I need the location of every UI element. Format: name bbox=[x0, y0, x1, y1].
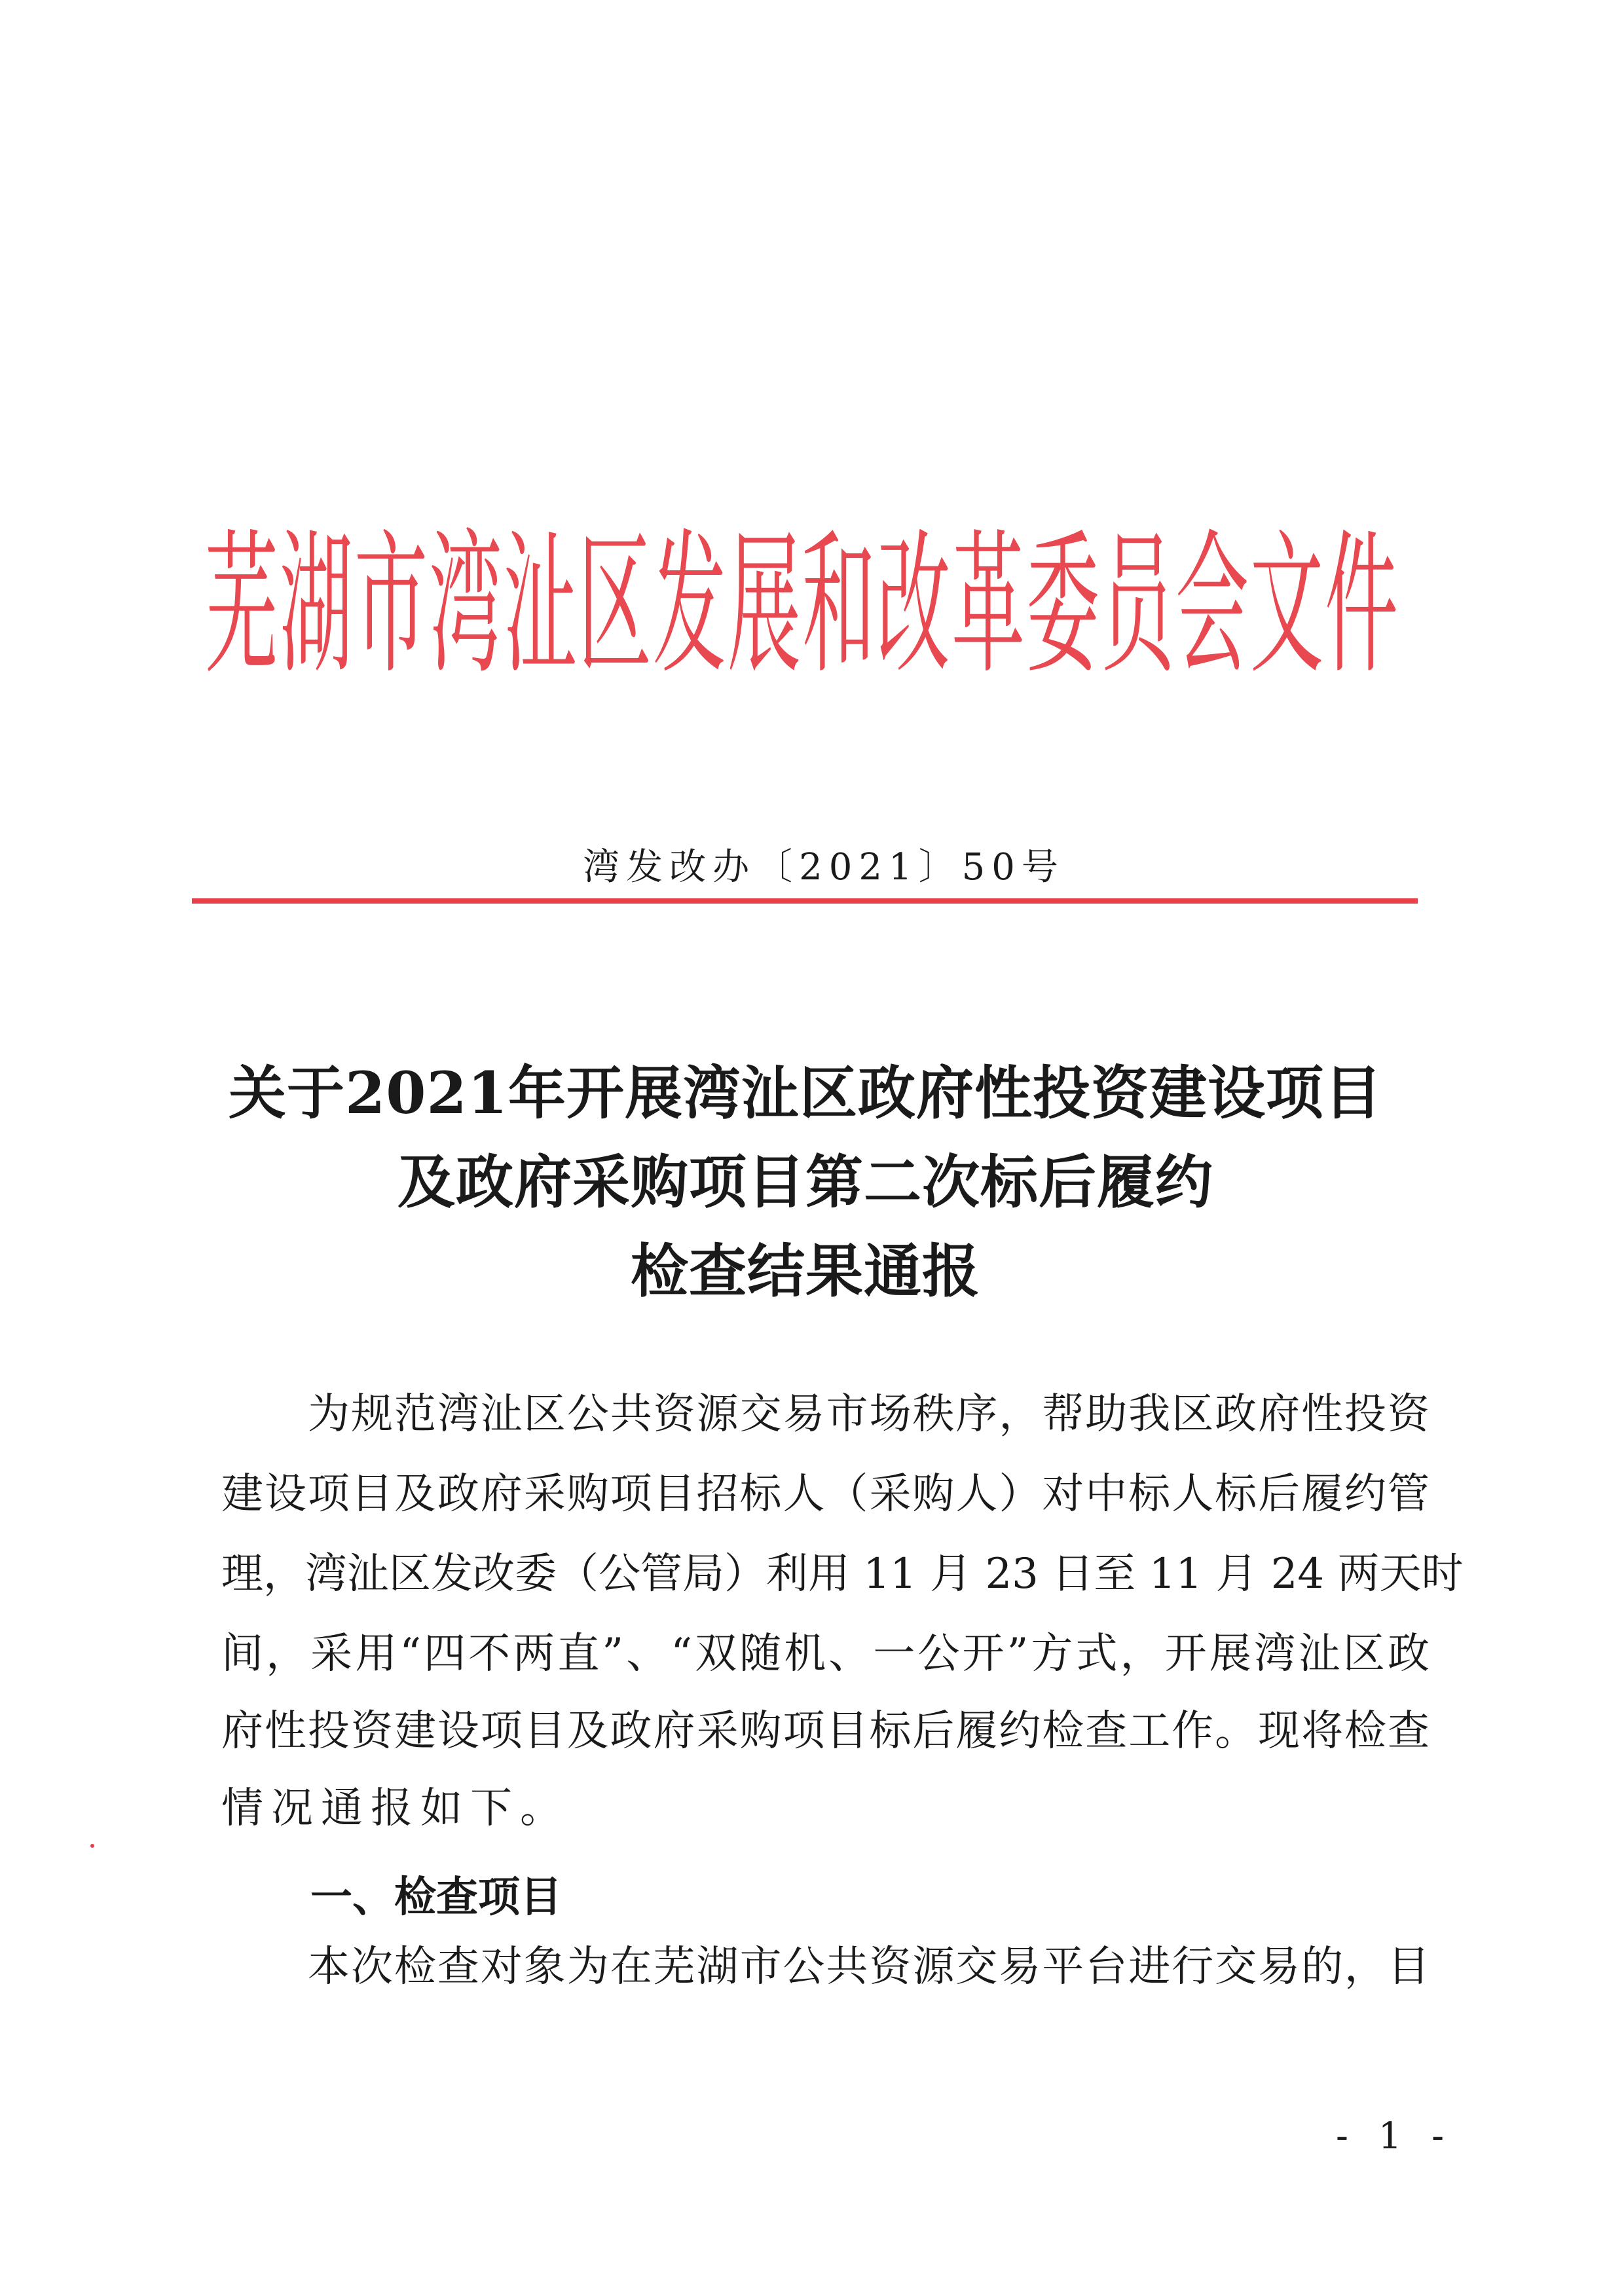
document-title-line-2: 及政府采购项目第二次标后履约 bbox=[397, 1148, 1213, 1216]
body-line: 府性投资建设项目及政府采购项目标后履约检查工作。现将检查 bbox=[221, 1707, 1430, 1755]
issuer-header bbox=[196, 504, 1408, 695]
body-line: 间，采用“四不两直”、“双随机、一公开”方式，开展湾沚区政 bbox=[221, 1630, 1430, 1678]
section-heading: 一、检查项目 bbox=[310, 1873, 562, 1922]
document-number: 湾发改办〔2021〕50号 bbox=[583, 846, 1065, 889]
body-line: 理，湾沚区发改委（公管局）利用 11 月 23 日至 11 月 24 两天时 bbox=[221, 1550, 1464, 1598]
page-number: - 1 - bbox=[1336, 2115, 1454, 2157]
document-title-line-3: 检查结果通报 bbox=[630, 1237, 980, 1305]
body-line: 为规范湾沚区公共资源交易市场秩序，帮助我区政府性投资 bbox=[308, 1390, 1430, 1439]
scan-mark bbox=[90, 1844, 94, 1848]
body-line: 本次检查对象为在芜湖市公共资源交易平台进行交易的，目 bbox=[308, 1943, 1430, 1991]
body-line: 建设项目及政府采购项目招标人（采购人）对中标人标后履约管 bbox=[221, 1470, 1430, 1518]
document-title-line-1: 关于2021年开展湾沚区政府性投资建设项目 bbox=[229, 1059, 1382, 1127]
body-line: 情况通报如下。 bbox=[221, 1784, 570, 1833]
red-divider bbox=[192, 898, 1418, 904]
issuer-title: 芜湖市湾沚区发展和改革委员会文件 bbox=[205, 516, 1399, 695]
